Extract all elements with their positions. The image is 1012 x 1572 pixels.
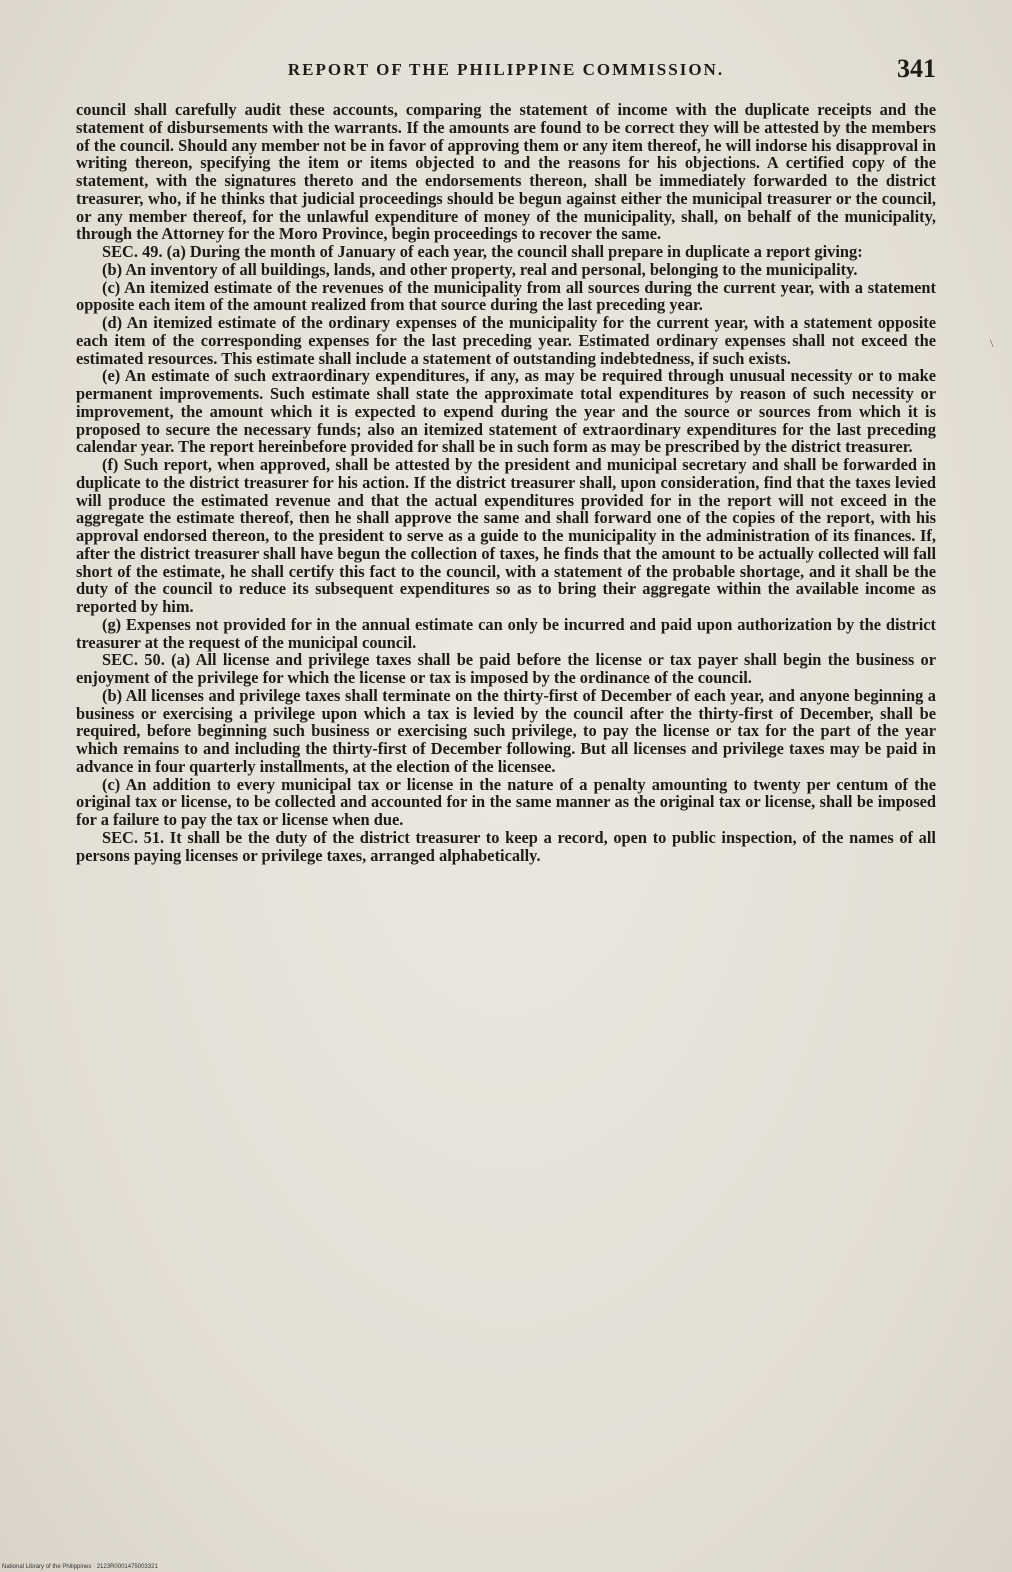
paragraph-sec-49-b: (b) An inventory of all buildings, lands, and other property, real and personal, belonging to the municipality. <box>102 259 858 279</box>
paragraph-sec-49-g: (g) Expenses not provided for in the annual estimate can only be incurred and paid upon authorization by the district treasurer at the request of the municipal council. <box>76 614 936 652</box>
paragraph-council-audit: council shall carefully audit these accounts, comparing the statement of income with the duplicate receipts and the statement of disbursements with the warrants. If the amounts are found to be correct they will be attested by the members of the council. Should any member not be in favor of approving them or any item thereof, he will indorse his disapproval in writing thereon, specifying the item or items objected to and the reasons for his objections. A certified copy of the statement, with the signatures thereto and the endorsements thereon, shall be immediately forwarded to the district treasurer, who, if he thinks that judicial proceedings should be begun against either the municipal treasurer or the council, or any member thereof, for the unlawful expenditure of money of the municipality, shall, on behalf of the municipality, through the Attorney for the Moro Province, begin proceedings to recover the same. <box>76 100 936 244</box>
paragraph-sec-50-b: (b) All licenses and privilege taxes shall terminate on the thirty-first of December of each year, and anyone beginning a business or exercising a privilege upon which a tax is levied by the council after the thirty-first of December, shall be required, before beginning such business or exercising such privilege, to pay the license or tax for the part of the year which remains to and including the thirty-first of December following. But all licenses and privilege taxes may be paid in advance in four quarterly installments, at the election of the licensee. <box>76 685 936 776</box>
paragraph-sec-49-a: SEC. 49. (a) During the month of January of each year, the council shall prepare in duplicate a report giving: <box>102 242 863 261</box>
paragraph-sec-49-f: (f) Such report, when approved, shall be attested by the president and municipal secretary and shall be forwarded in duplicate to the district treasurer for his action. If the district treasurer shall, upon consideration, find that the taxes levied will produce the estimated revenue and that the actual expenditures provided for in the report will not exceed in the aggregate the estimate thereof, then he shall approve the same and shall forward one of the copies of the report, with his approval endorsed thereon, to the president to serve as a guide to the municipality in the administration of its finances. If, after the district treasurer shall have begun the collection of taxes, he finds that the amount to be actually collected will fall short of the estimate, he shall certify this fact to the council, with a statement of the probable shortage, and it shall be the duty of the council to reduce its subsequent expenditures so as to bring their aggregate within the available income as reported by him. <box>76 455 936 616</box>
paragraph-sec-49-c: (c) An itemized estimate of the revenues of the municipality from all sources during the current year, with a statement opposite each item of the amount realized from that source during the last preceding year. <box>76 277 936 315</box>
paragraph-sec-50-a: SEC. 50. (a) All license and privilege taxes shall be paid before the license or tax payer shall begin the business or enjoyment of the privilege for which the license or tax is imposed by the ordinance of the council. <box>76 650 936 687</box>
paragraph-sec-49-d: (d) An itemized estimate of the ordinary expenses of the municipality for the current year, with a statement opposite each item of the corresponding expenses for the last preceding year. Estimated ordinary expenses shall not exceed the estimated resources. This estimate shall include a statement of outstanding indebtedness, if such exists. <box>76 313 936 368</box>
margin-speck: \ <box>990 336 994 350</box>
paragraph-sec-49-e: (e) An estimate of such extraordinary expenditures, if any, as may be required through unusual necessity or to make permanent improvements. Such estimate shall state the approximate total expenditures by reason of such necessity or improvement, the amount which it is expected to expend during the year and the source or sources from which it is proposed to secure the necessary funds; also an itemized statement of extraordinary expenditures for the last preceding calendar year. The report hereinbefore provided for shall be in such form as may be prescribed by the district treasurer. <box>76 366 936 457</box>
document-body <box>76 101 936 864</box>
page-header <box>76 54 936 90</box>
running-title: REPORT OF THE PHILIPPINE COMMISSION. <box>287 60 725 79</box>
paragraph-sec-50-c: (c) An addition to every municipal tax or license in the nature of a penalty amounting to twenty per centum of the original tax or license, to be collected and accounted for in the same manner as the original tax or license, shall be imposed for a failure to pay the tax or license when due. <box>76 774 936 829</box>
paragraph-sec-51: SEC. 51. It shall be the duty of the district treasurer to keep a record, open to public inspection, of the names of all persons paying licenses or privilege taxes, arranged alphabetically. <box>76 827 936 865</box>
page-number: 341 <box>897 54 936 83</box>
digitization-footer: National Library of the Philippines · 2123R0001475003321 <box>2 1564 158 1570</box>
